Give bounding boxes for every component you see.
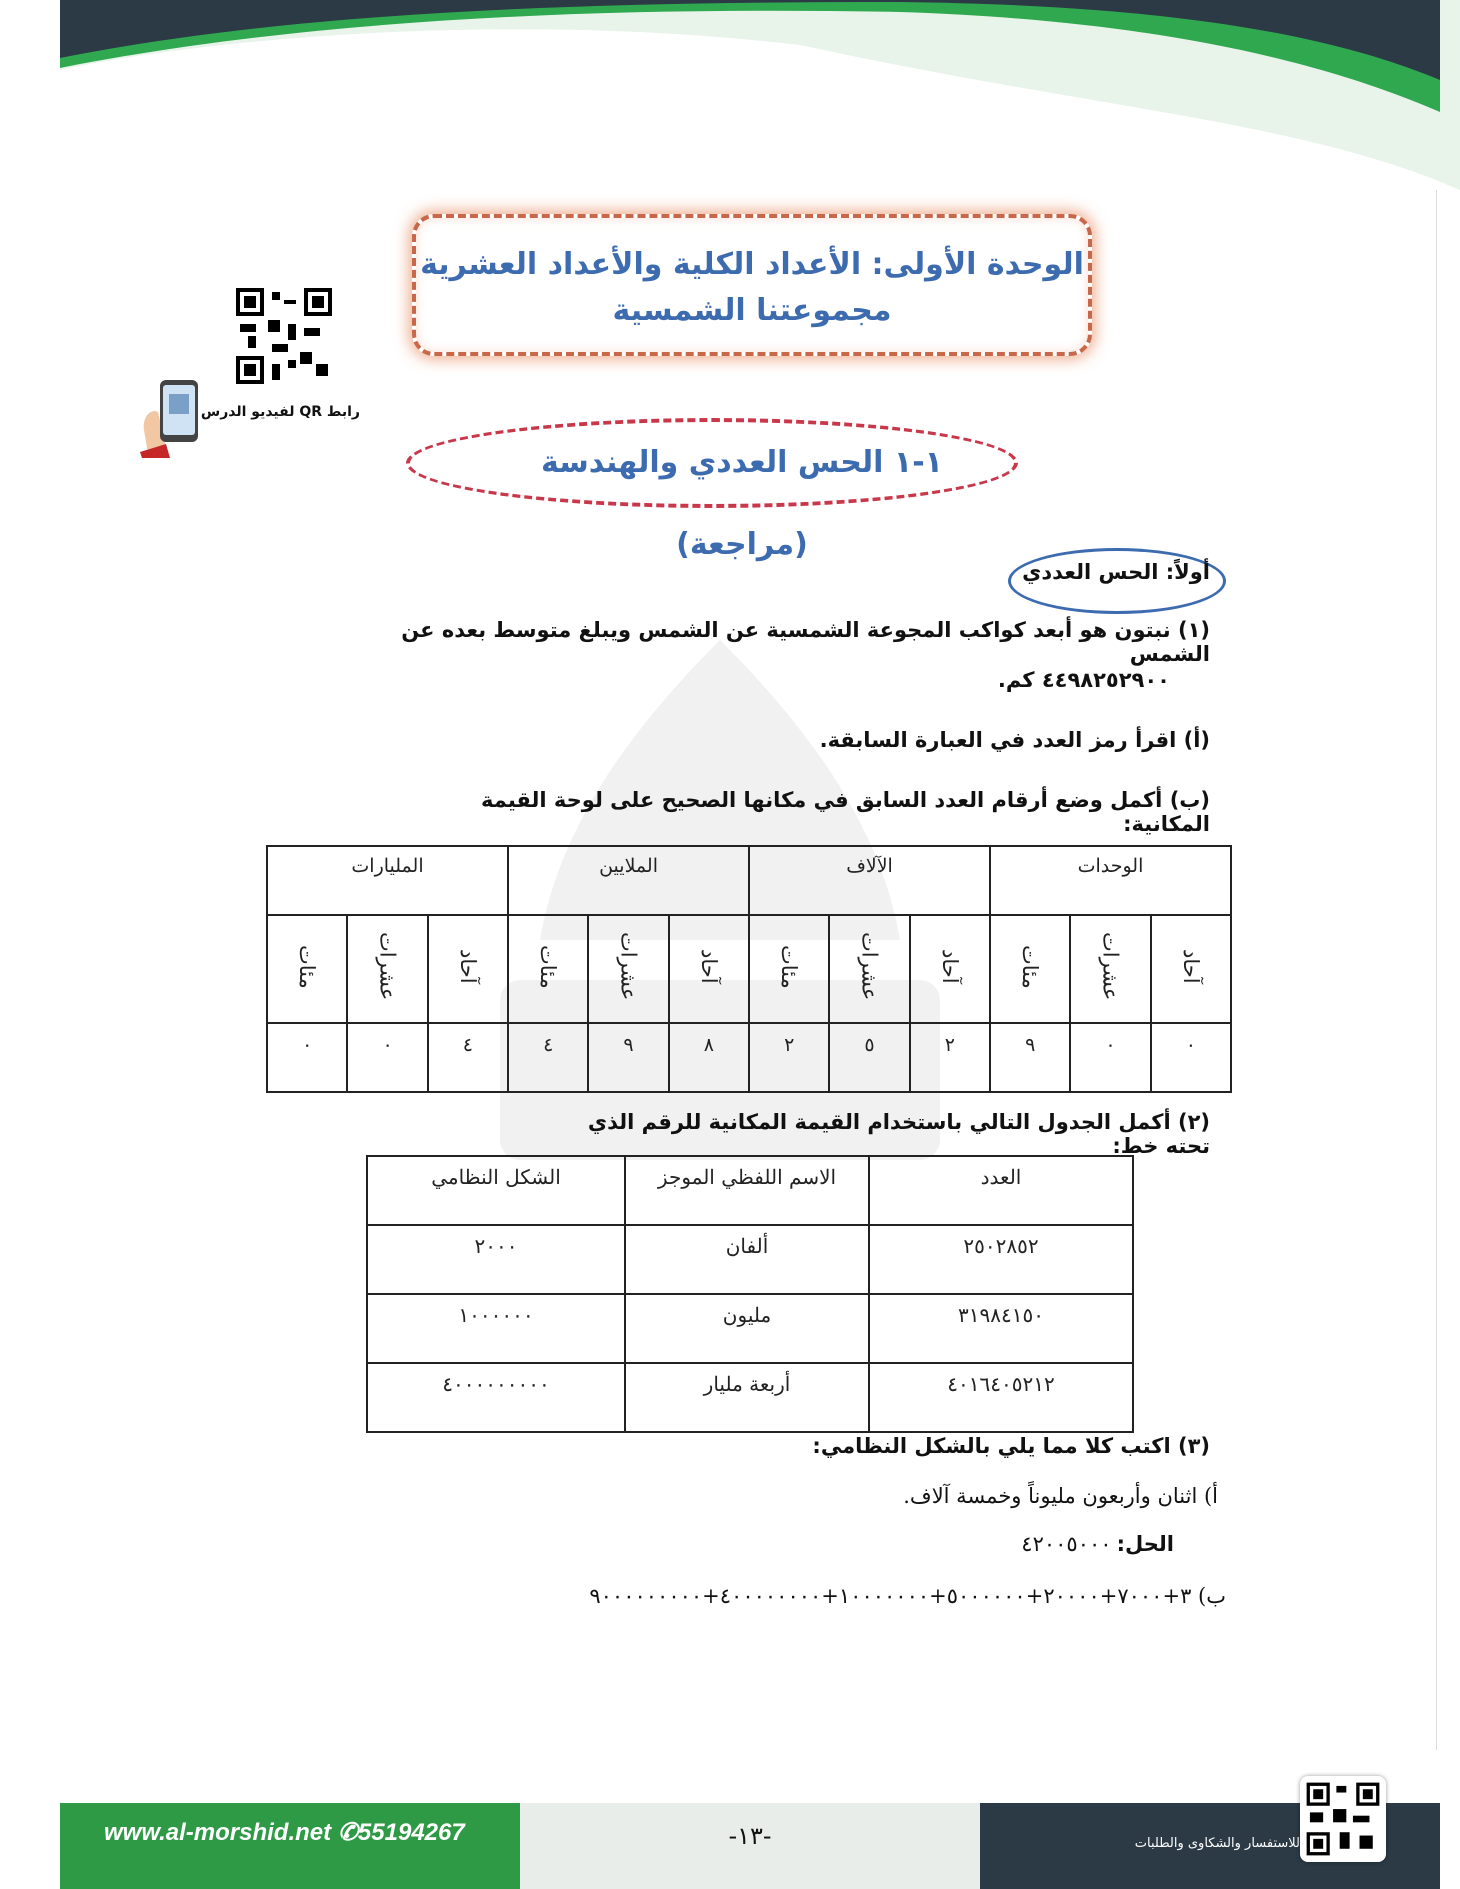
digit-cell: ٢ xyxy=(910,1023,990,1092)
unit-title-box xyxy=(412,214,1092,356)
q2-standard: ٤٠٠٠٠٠٠٠٠٠ xyxy=(367,1363,625,1432)
page-margin-line xyxy=(1436,190,1437,1750)
digit-cell: ٥ xyxy=(829,1023,909,1092)
table-row xyxy=(367,1363,1133,1432)
place-label: مئات xyxy=(295,944,320,989)
place-label: آحاد xyxy=(1178,949,1203,984)
q3-part-a: أ) اثنان وأربعون مليوناً وخمسة آلاف. xyxy=(903,1484,1218,1508)
header-band xyxy=(0,0,1460,190)
phone-icon: ✆ xyxy=(337,1819,358,1846)
q3-solution xyxy=(900,1532,1174,1556)
q1-text-line2: ٤٤٩٨٢٥٢٩٠٠ كم. xyxy=(997,668,1170,692)
table-row xyxy=(367,1294,1133,1363)
place-header xyxy=(267,915,347,1023)
q2-header-name: الاسم اللفظي الموجز xyxy=(625,1156,869,1225)
q2-table xyxy=(366,1155,1134,1433)
place-header xyxy=(347,915,427,1023)
place-header xyxy=(990,915,1070,1023)
q2-standard: ٢٠٠٠ xyxy=(367,1225,625,1294)
place-header xyxy=(910,915,990,1023)
place-label: آحاد xyxy=(937,949,962,984)
lesson-title-oval xyxy=(406,418,1018,562)
qr-video-label: رابط QR لفيديو الدرس xyxy=(200,404,360,420)
digit-cell: ٩ xyxy=(990,1023,1070,1092)
website-link[interactable]: www.al-morshid.net xyxy=(104,1819,332,1846)
place-header xyxy=(428,915,508,1023)
q1-part-a: (أ) اقرأ رمز العدد في العبارة السابقة. xyxy=(819,728,1210,752)
inquiries-label: للاستفسار والشكاوى والطلبات xyxy=(1134,1836,1300,1851)
group-header: المليارات xyxy=(267,846,508,915)
q2-number: ٣١٩٨٤١٥٠ xyxy=(869,1294,1133,1363)
place-header xyxy=(1070,915,1150,1023)
q2-text: (٢) أكمل الجدول التالي باستخدام القيمة المكانية للرقم الذي تحته خط: xyxy=(587,1110,1210,1158)
place-header xyxy=(669,915,749,1023)
phone-number[interactable]: 55194267 xyxy=(357,1819,465,1846)
q3-part-b: ب) ٣+٧٠٠٠+٢٠٠٠٠+٥٠٠٠٠٠٠+١٠٠٠٠٠٠٠+٤٠٠٠٠٠٠٠٠+٩٠٠٠٠٠٠٠٠٠ xyxy=(589,1584,1226,1608)
place-header xyxy=(829,915,909,1023)
place-header xyxy=(508,915,588,1023)
digit-cell: ٨ xyxy=(669,1023,749,1092)
digit-cell: ٠ xyxy=(347,1023,427,1092)
group-header: الآلاف xyxy=(749,846,990,915)
digit-cell: ٢ xyxy=(749,1023,829,1092)
digit-cell: ٠ xyxy=(267,1023,347,1092)
place-value-table xyxy=(266,845,1232,1093)
unit-title: الوحدة الأولى: الأعداد الكلية والأعداد العشرية xyxy=(420,247,1084,282)
q2-number: ٤٠١٦٤٠٥٢١٢ xyxy=(869,1363,1133,1432)
section-heading: أولاً: الحس العددي xyxy=(1022,560,1210,584)
q1-text-line1: (١) نبتون هو أبعد كواكب المجوعة الشمسية عن الشمس ويبلغ متوسط بعده عن الشمس xyxy=(401,618,1210,666)
q2-header-number: العدد xyxy=(869,1156,1133,1225)
q2-number: ٢٥٠٢٨٥٢ xyxy=(869,1225,1133,1294)
place-label: عشرات xyxy=(616,932,641,1001)
q3-text: (٣) اكتب كلا مما يلي بالشكل النظامي: xyxy=(812,1434,1210,1458)
place-header xyxy=(1151,915,1231,1023)
lesson-title: ١-١ الحس العددي والهندسة (مراجعة) xyxy=(541,445,943,562)
q2-name: مليون xyxy=(625,1294,869,1363)
group-header: الملايين xyxy=(508,846,749,915)
place-label: مئات xyxy=(1018,944,1043,989)
solution-value: ٤٢٠٠٥٠٠٠ xyxy=(1021,1532,1112,1556)
unit-subtitle: مجموعتنا الشمسية xyxy=(612,293,892,328)
place-label: عشرات xyxy=(857,932,882,1001)
group-header: الوحدات xyxy=(990,846,1231,915)
lesson-qr-code[interactable] xyxy=(236,288,332,384)
digit-cell: ٠ xyxy=(1070,1023,1150,1092)
q2-standard: ١٠٠٠٠٠٠ xyxy=(367,1294,625,1363)
q1-part-b: (ب) أكمل وضع أرقام العدد السابق في مكانها الصحيح على لوحة القيمة المكانية: xyxy=(481,788,1210,836)
place-label: مئات xyxy=(777,944,802,989)
footer-contact xyxy=(104,1818,514,1854)
digit-cell: ٤ xyxy=(428,1023,508,1092)
solution-label: الحل: xyxy=(1116,1532,1174,1556)
place-header xyxy=(749,915,829,1023)
place-label: آحاد xyxy=(696,949,721,984)
digit-cell: ٩ xyxy=(588,1023,668,1092)
place-header xyxy=(588,915,668,1023)
digit-cell: ٤ xyxy=(508,1023,588,1092)
q2-name: ألفان xyxy=(625,1225,869,1294)
place-label: عشرات xyxy=(1098,932,1123,1001)
digit-cell: ٠ xyxy=(1151,1023,1231,1092)
place-label: مئات xyxy=(536,944,561,989)
page-number: -١٣- xyxy=(728,1822,772,1850)
q2-header-standard: الشكل النظامي xyxy=(367,1156,625,1225)
place-label: عشرات xyxy=(375,932,400,1001)
place-label: آحاد xyxy=(455,949,480,984)
q2-name: أربعة مليار xyxy=(625,1363,869,1432)
table-row xyxy=(367,1225,1133,1294)
footer-qr-code[interactable] xyxy=(1300,1776,1386,1862)
